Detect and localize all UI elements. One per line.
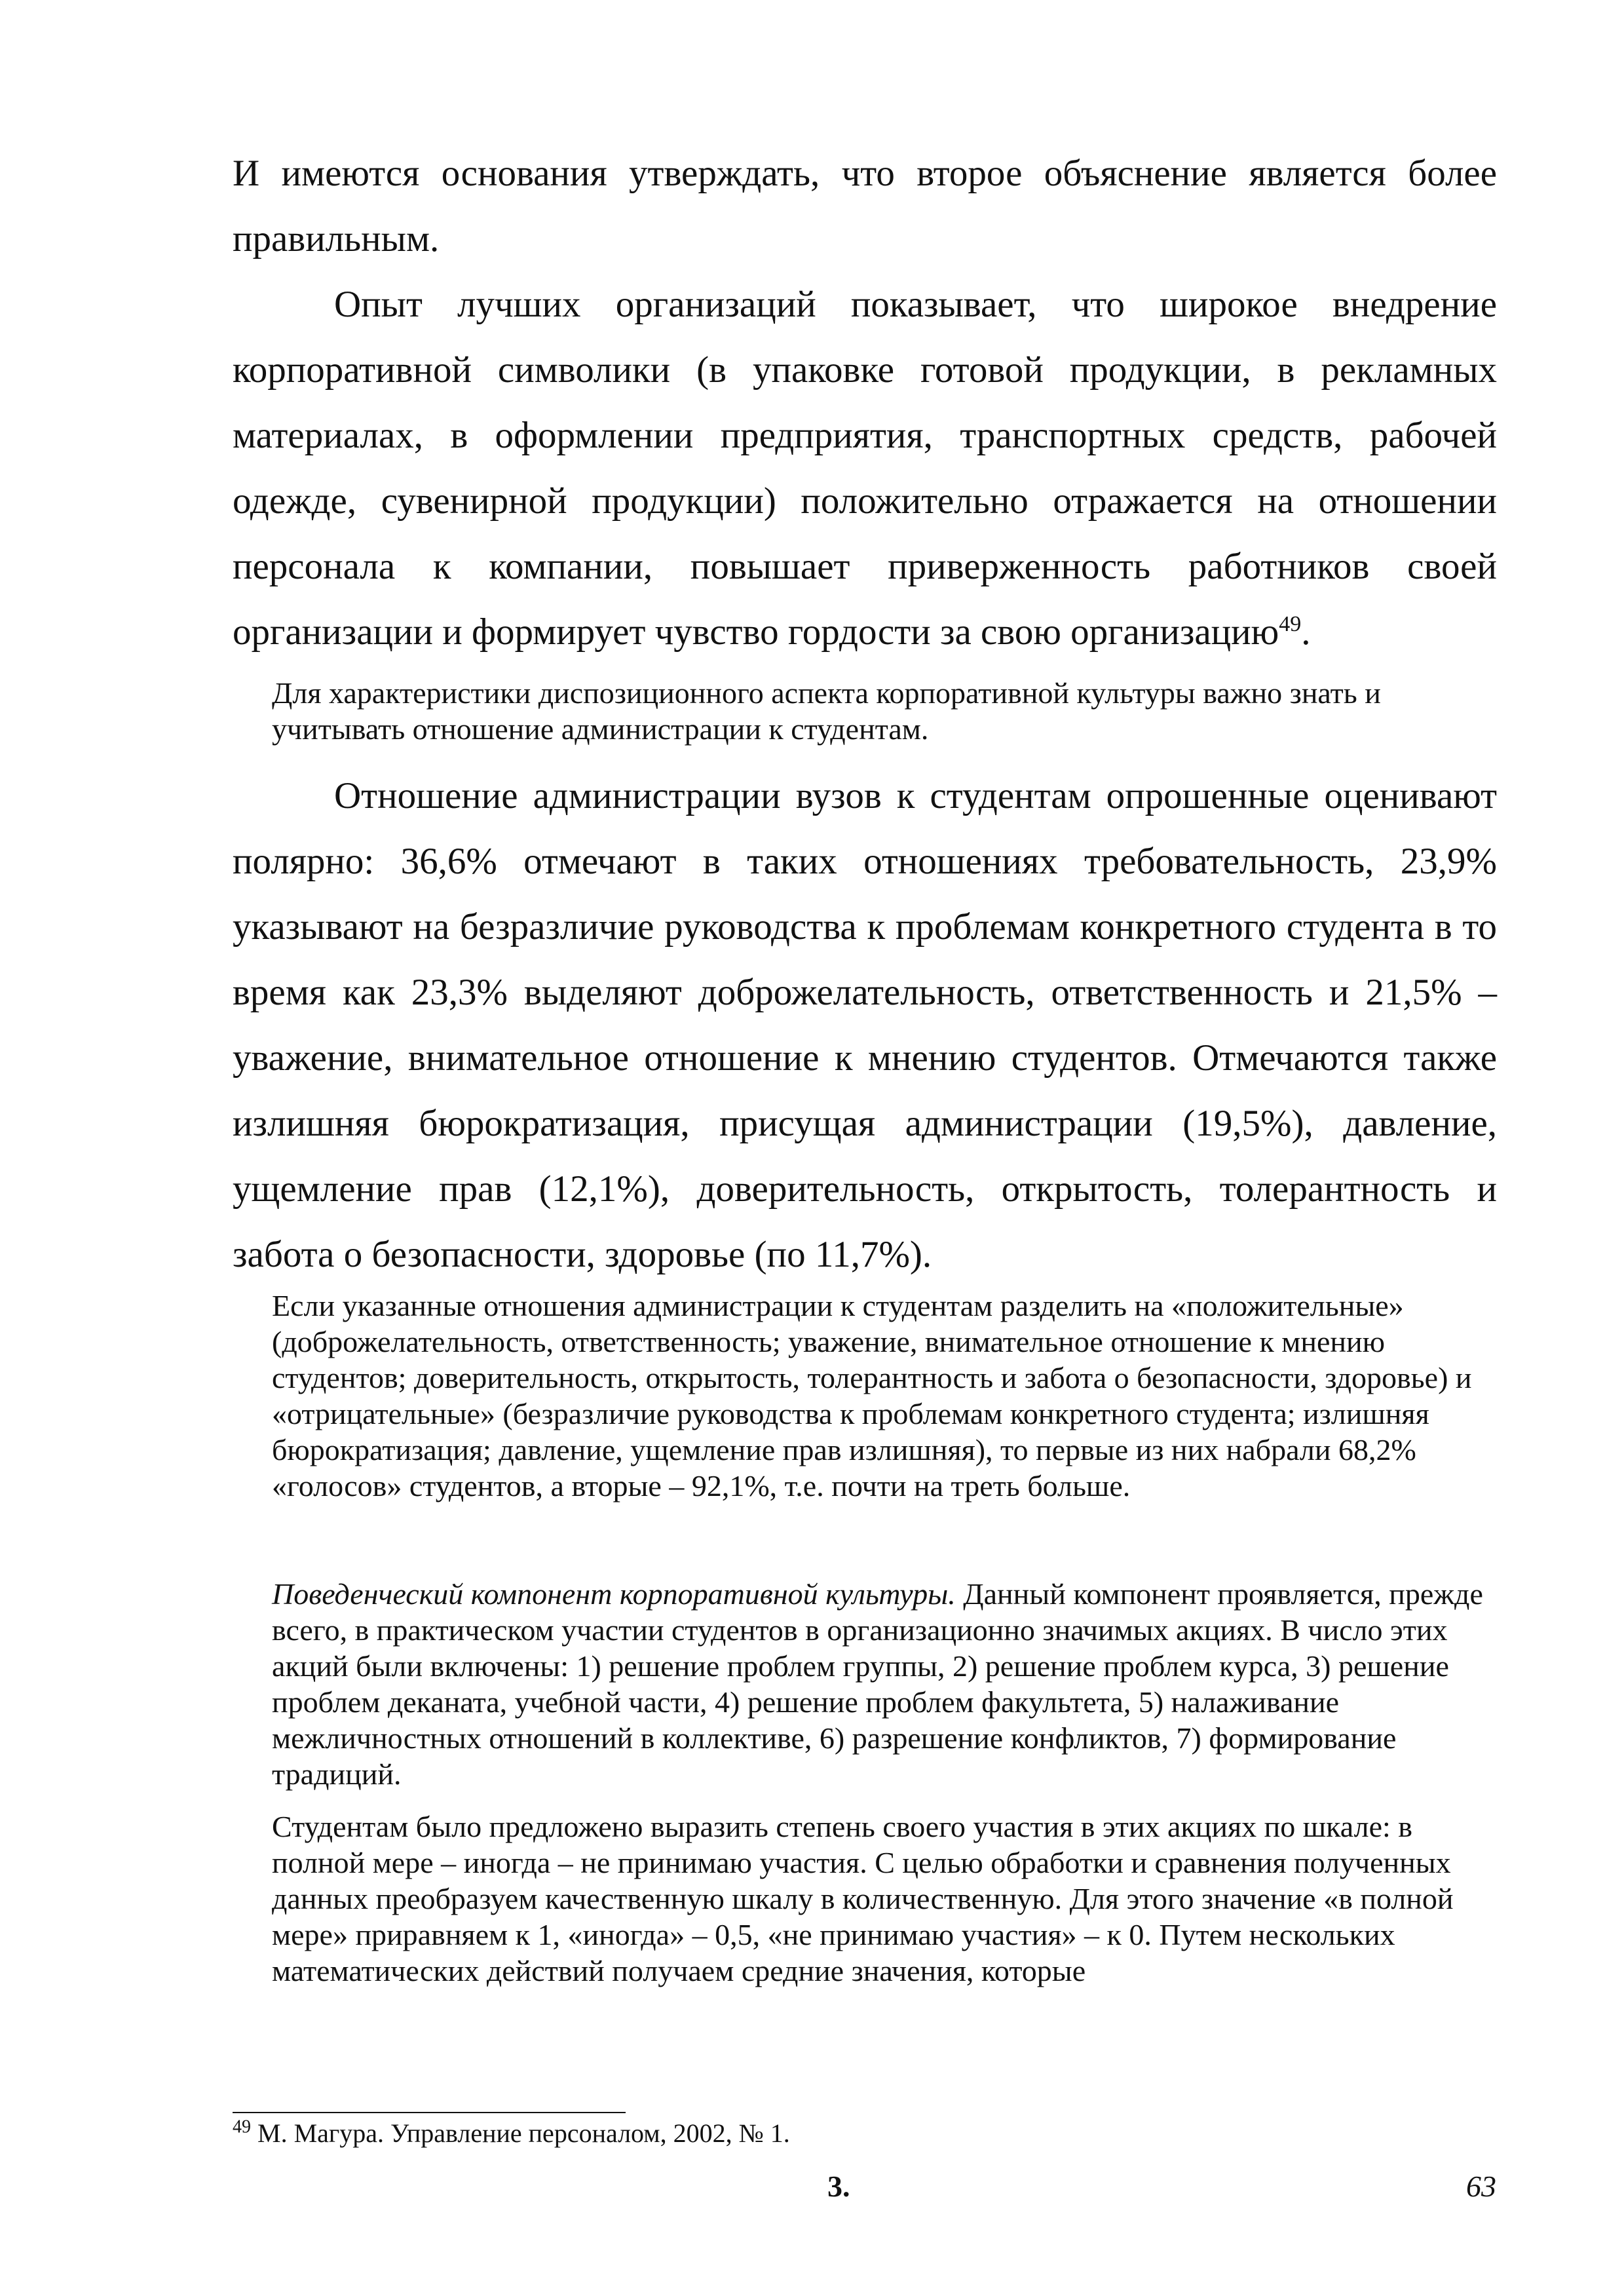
footnote-ref-49: 49 <box>1279 612 1302 636</box>
paragraph-6-text: Данный компонент проявляется, прежде всего, в практическом участии студентов в организационно значимых акциях. В число этих акций были включены: 1) решение проблем группы, 2) решение проблем курса, 3) решение проблем деканата, учебной части, 4) решение проблем факультета, 5) налаживание межличностных отношений в коллективе, 6) разрешение конфликтов, 7) формирование традиций. <box>272 1577 1483 1791</box>
paragraph-5: Если указанные отношения администрации к студентам разделить на «положительные» (доброжелательность, ответственность; уважение, внимательное отношение к мнению студентов; доверительность, открытость, толерантность и забота о безопасности, здоровье) и «отрицательные» (безразличие руководства к проблемам конкретного студента; излишняя бюрократизация; давление, ущемление прав излишняя), то первые из них набрали 68,2% «голосов» студентов, а вторые – 92,1%, т.е. почти на треть больше. <box>272 1289 1472 1502</box>
paragraph-6 <box>272 1576 1494 1792</box>
paragraph-3: Для характеристики диспозиционного аспекта корпоративной культуры важно знать и учитывать отношение администрации к студентам. <box>272 676 1381 746</box>
footnote-number: 49 <box>233 2116 251 2137</box>
paragraph-2 <box>233 272 1497 665</box>
paragraph-4: Отношение администрации вузов к студентам опрошенные оценивают полярно: 36,6% отмечают в таких отношениях требовательность, 23,9% указывают на безразличие руководства к проблемам конкретного студента в то время как 23,3% выделяют доброжелательность, ответственность и 21,5% – уважение, внимательное отношение к мнению студентов. Отмечаются также излишняя бюрократизация, присущая администрации (19,5%), давление, ущемление прав (12,1%), доверительность, открытость, толерантность и забота о безопасности, здоровье (по 11,7%). <box>233 775 1497 1275</box>
footnote-text: М. Магура. Управление персоналом, 2002, № 1. <box>251 2118 790 2148</box>
section-label: 3. <box>827 2170 850 2203</box>
paragraph-2-end: . <box>1301 611 1311 653</box>
page-number: 63 <box>1466 2170 1496 2203</box>
paragraph-7: Студентам было предложено выразить степень своего участия в этих акциях по шкале: в полной мере – иногда – не принимаю участия. С целью обработки и сравнения полученных данных преобразуем качественную шкалу в количественную. Для этого значение «в полной мере» приравняем к 1, «иногда» – 0,5, «не принимаю участия» – к 0. Путем нескольких математических действий получаем средние значения, которые <box>272 1810 1454 1987</box>
footnote-49 <box>233 2115 790 2152</box>
paragraph-1: И имеются основания утверждать, что второе объяснение является более правильным. <box>233 153 1497 259</box>
footnote-divider <box>233 2112 626 2113</box>
paragraph-2-text: Опыт лучших организаций показывает, что широкое внедрение корпоративной символики (в упаковке готовой продукции, в рекламных материалах, в оформлении предприятия, транспортных средств, рабочей одежде, сувенирной продукции) положительно отражается на отношении персонала к компании, повышает приверженность работников своей организации и формирует чувство гордости за свою организацию <box>233 284 1497 653</box>
paragraph-6-italic-heading: Поведенческий компонент корпоративной культуры. <box>272 1577 956 1611</box>
